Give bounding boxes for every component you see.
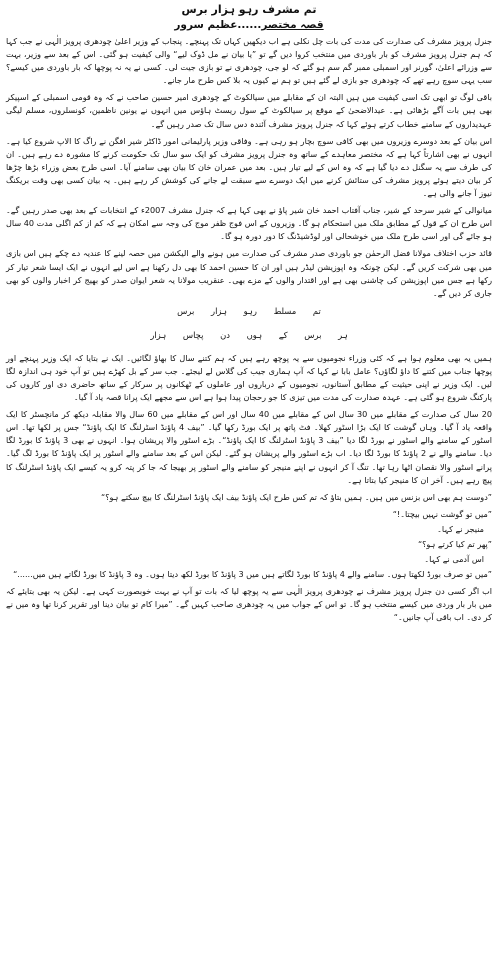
paragraph-8: ”دوست ہم بھی اس بزنس میں ہیں۔ ہمیں بتاؤ کہ تم کس طرح ایک پاؤنڈ بیف ایک پاؤنڈ اسٹرلنگ کا بیچ سکتے ہو؟“ [101,491,492,502]
poem-word: ہر [338,329,348,340]
poem-word: مسلط [273,305,297,316]
paragraph-2: باقی لوگ تو ابھی تک اسی کیفیت میں ہیں البتہ ان کے مقابلے میں سیالکوٹ کے چودھری امیر حسین صاحب نے کہ وہ قومی اسمبلی کے اسپیکر بھی ہیں بات آگے بڑھائی ہے۔ عیدالاضحیٰ کے موقع پر سیالکوٹ کے سول ریسٹ ہاؤس میں انہوں نے یونین ناظمین، کونسلروں، مسلم لیگی عہدیداروں کے سامنے خطاب کرتے ہوئے کہا کہ جنرل پرویز مشرف آئندہ دس سال تک صدر رہیں گے۔ [6,92,492,129]
author-name: ......عظیم سرور [174,19,262,31]
dialogue-line: ”پھر تم کیا کرتے ہو؟“ [417,539,492,549]
poem-line-1 [6,304,492,318]
paragraph-7: 20 سال کی صدارت کے مقابلے میں 30 سال اس کے مقابلے میں 40 سال اور اس کے مقابلے میں 60 سال والا مقابلہ دیکھ کر مانچسٹر کا ایک واقعہ یاد آ گیا۔ وہاں گوشت کا ایک بڑا اسٹور کھلا۔ فٹ پاتھ پر ایک بورڈ رکھا گیا۔ ”بیف 4 پاؤنڈ اسٹرلنگ کا ایک پاؤنڈ“ جس پر لکھا تھا۔ اس اسٹور کے سامنے والے اسٹور نے بورڈ لگا دیا ”بیف 3 پاؤنڈ اسٹرلنگ کا ایک پاؤنڈ“۔ بڑے اسٹور والا پریشان ہوا۔ انہوں نے بھی 3 پاؤنڈ کا بورڈ لگا دیا۔ سامنے والے نے 2 پاؤنڈ کا بورڈ لگا دیا۔ اب بڑے اسٹور والے پریشان ہو گئے۔ لیکن اس کے بعد سامنے والے اسٹور پر ایک پاؤنڈ کا بورڈ لگ گیا۔ پرانے اسٹور والا نقصان اٹھا رہا تھا۔ تنگ آ کر انہوں نے اپنے منیجر کو سامنے والے اسٹور پر بھیجا کہ جا کر پتہ کرو یہ کیسے ایک پاؤنڈ اسٹرلنگ کا پیچ رہے ہیں۔ آخر ان کا منیجر کیا بتاتا ہے۔ [6,409,493,485]
paragraph-4: میانوالی کے شیر سرحد کے شیر، جناب آفتاب احمد خان شیر پاؤ نے بھی کہا ہے کہ جنرل مشرف 2007ء کے انتخابات کے بعد بھی صدر رہیں گے۔ اس طرح ان کے قول کے مطابق ملک میں استحکام ہو گا۔ وزیروں کے اس فوج ظفر موج کی وجہ سے امکان ہے کہ کم از کم اگلی مدت 40 سال ہو جائے گی اور اسی طرح ملک میں خوشحالی اور لوڈشیڈنگ کا دور دورہ ہو گا۔ [6,205,493,242]
poem-word: پچاس [182,329,204,340]
article-title: تم مشرف رہو ہزار برس [181,3,317,16]
poem-word: تم [312,305,321,316]
dialogue-line: منیجر نے کہا۔ [437,523,484,534]
poem-word: ہزار [150,329,167,340]
paragraph-3: اس بیان کے بعد دوسرے وزیروں میں بھی کافی سوچ بچار ہو رہی ہے۔ وفاقی وزیر پارلیمانی امور ڈاکٹر شیر افگن نے راگ کا الاپ شروع کیا ہے۔ انہوں نے بھی اشارتاً کہا ہے کہ مختصر معاہدے کے ساتھ وہ جنرل پرویز مشرف کو ایک سو سال تک حکومت کرنے کا مشورہ دے رہے ہیں۔ ان کی طرف سے یہ سگنل دے دیا گیا ہے کہ وہ اس کے لیے تیار ہیں۔ بعد میں عمران خان کا بیان بھی سامنے آیا۔ اسی طرح بعض وزراء بڑھا چڑھا کر بیان دیتے ہوئے پرویز مشرف کی ستائش کرنے میں ایک دوسرے سے سبقت لے جانے کی کوشش کر رہے ہیں۔ یہ بیان کسی بھی وقت بریکنگ نیوز آ جانے والی ہے۔ [6,135,492,199]
poem-word: ہوں [246,329,263,340]
poem-word: برس [177,305,195,316]
poem-word: برس [304,329,322,340]
poem-word: رہو [243,305,257,316]
poem-word: کے [278,329,288,340]
paragraph-10: اب اگر کسی دن جنرل پرویز مشرف نے چودھری پرویز الٰہی سے یہ پوچھ لیا کہ بات تو آپ نے بہت خوبصورت کہی ہے۔ لیکن یہ بھی بتایئے کہ میں بار بار وردی میں کیسے منتخب ہو گا۔ تو اس کے جواب میں یہ چودھری صاحب کہیں گے۔ ”میرا کام تو بیان دینا اور تقریر کرنا تھا وہ میں نے کر دی۔ اب باقی آپ جانیں۔“ [6,586,492,623]
poem-line-2 [6,328,492,342]
paragraph-9: ”میں تو صرف بورڈ لکھتا ہوں۔ سامنے والے 4 پاؤنڈ کا بورڈ لگاتے ہیں میں 3 پاؤنڈ کا بورڈ لکھ دیتا ہوں۔ وہ 3 پاؤنڈ کا بورڈ لگاتے ہیں میں......“ [13,569,492,580]
poem-couplet [6,304,492,342]
column-name: قصہ مختصر [261,19,324,31]
poem-word: دن [220,329,230,340]
article-byline [6,18,492,33]
poem-word: ہزار [211,305,227,316]
paragraph-6: ہمیں یہ بھی معلوم ہوا ہے کہ کئی وزراء نجومیوں سے یہ پوچھ رہے ہیں کہ ہم کتنے سال کا بھاؤ لگائیں۔ ایک نے بتایا کہ ایک وزیر پہنچے اور پوچھا جناب میں کتنے کا داؤ لگاؤں؟ عامل بابا نے کہا کہ آپ ہماری جیب کی گلاس لے لیجئے۔ جب سر کے بل کھڑے ہیں تو آپ خود ہی اندازہ لگا لیں۔ ایک وزیر نے اپنی حیثیت کے مطابق آستانوں، نجومیوں کے درباروں اور عاملوں کے ٹھکانوں پر سرکار کے ساتھ حاضری دی اور کاروں کی پارکنگ شروع ہو گئی ہے۔ عہدہ صدارت کی مدت میں تیزی کا جو رحجان پیدا ہوا ہے اس سے مجھے ایک پرانا قصہ یاد آ گیا۔ [6,352,492,403]
dialogue-line: ”میں تو گوشت نہیں بیچتا۔!“ [392,508,492,519]
dialogue-line: اس آدمی نے کہا۔ [424,554,484,565]
paragraph-5: قائد حزب اختلاف مولانا فضل الرحمٰن جو باوردی صدر مشرف کی صدارت میں ہونے والے الیکشن میں حصہ لینے کا عندیہ دے چکے ہیں اس بازی میں بھی شرکت کریں گے۔ لیکن چونکہ وہ اپوزیشن لیڈر ہیں اور ان کا حسین احمد کا بھی دل رکھنا ہے اس لیے انہوں نے ایک ایسا شعر تیار کر رکھا ہے جس میں اپوزیشن کی چاشنی بھی ہے اور اقتدار والوں کے مزے بھی۔ عنقریب مولانا یہ شعر ایوان صدر کو بھیج کر اخبار والوں کو بھی جاری کر دیں گے۔ [6,248,492,298]
paragraph-1: جنرل پرویز مشرف کی صدارت کی مدت کی بات چل نکلی ہے اب دیکھیں کہاں تک پہنچے۔ پنجاب کے وزیر اعلیٰ چودھری پرویز الٰہی نے جب کہا کہ ہم جنرل پرویز مشرف کو بار باوردی میں منتخب کروا دیں گے تو ”یا بیان نے مل ڈوک لیے“ والی کیفیت ہو گئی۔ اس کے بعد سے وزیر، بہت سے وزرائے اعلیٰ، گورنر اور اسمبلی ممبر گم سم ہو گئے کہ لو جی، چودھری نے تو بازی جیت لی۔ کسی نے یہ نہ پوچھا کہ بار باوردی میں کیسے؟ سب یہی سوچ رہے تھے کہ چودھری جو بازی لے گئے ہیں تو ہم نے کیوں یہ بلا کس طرح مار جانے۔ [6,36,492,86]
